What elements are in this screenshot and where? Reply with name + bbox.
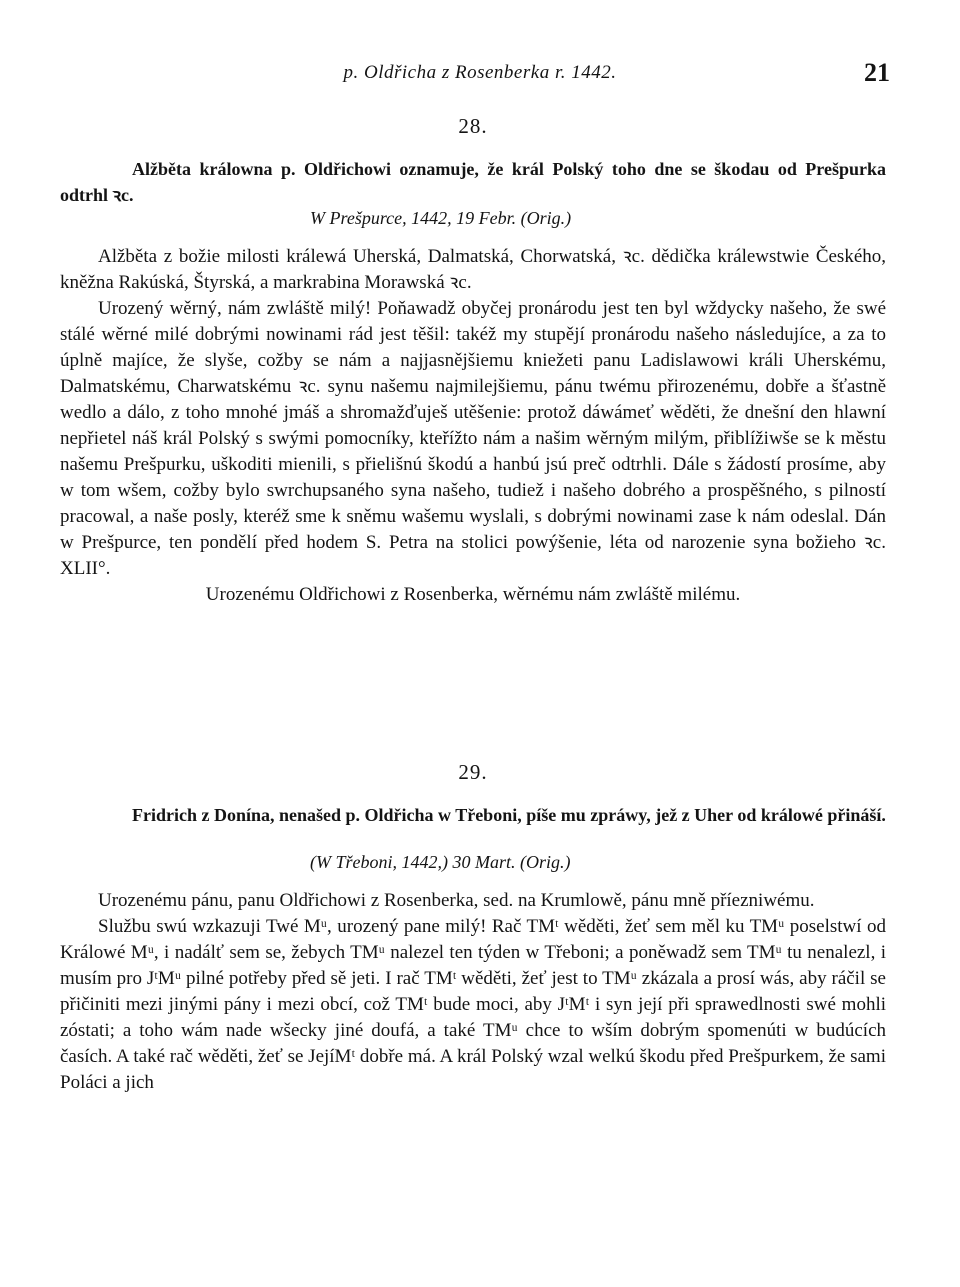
dateline-29: (W Třeboni, 1442,) 30 Mart. (Orig.) <box>310 852 571 872</box>
letter-address: Urozenému pánu, panu Oldřichowi z Rosenberka, sed. na Krumlowě, pánu mně příezniwému. <box>98 890 815 911</box>
letter-paragraph: Službu swú wzkazuji Twé Mᵘ, urozený pane milý! Rač TMᵗ wěděti, žeť sem měl ku TMᵘ poselstwí od Králowé Mᵘ, i nadálť sem se, žebych TMᵘ nalezel ten týden w Třeboni; a poněwadž sem TMᵘ tu nenalezl, i musím pro JᵗMᵘ pilné potřeby před sě jeti. I rač TMᵗ wěděti, žeť jest to TMᵘ zkázala a prosí wás, aby ráčil se přičiniti mezi jinými pány i mezi obcí, což TMᵗ bude moci, aby JᵗMᵗ i syn její při sprawedlnosti swé mohli zóstati; a toho wám nade wšecky jiné doufá, a také TMᵘ chce to wším dobrým spomenúti w budúcích časích. A také rač wěděti, žeť se JejíMᵗ dobře má. A král Polský wzal welkú škodu před Prešpurkem, že sami Poláci a jich <box>60 916 886 1093</box>
letter-address: Urozenému Oldřichowi z Rosenberka, wěrnému nám zwláště milému. <box>205 584 741 605</box>
summary-text: Fridrich z Donína, nenašed p. Oldřicha w Třeboni, píše mu zpráwy, jež z Uher od králowé přináší. <box>132 805 886 825</box>
summary-text: Alžběta králowna p. Oldřichowi oznamuje, že král Polský toho dne se škodau od Prešpurka odtrhl ꝛc. <box>60 159 886 205</box>
document-summary-29 <box>60 802 886 828</box>
letter-paragraph: Urozený wěrný, nám zwláště milý! Poňawadž obyčej pronárodu jest ten byl wždycky našeho, že swé stálé wěrné milé dobrými nowinami rád jest těšil: takéž my stupějí pronárodu našeho následujíce, a za to úplně majíce, že slyše, cožby se nám a najjasnějšiemu kniežeti panu Ladislawowi králi Uherskému, Dalmatskému, Charwatskému ꝛc. synu našemu najmilejšiemu, pánu twému přirozenému, dobře a šťastně wedlo a dálo, z toho mnohé jmáš a shromažďuješ utěšenie: protož dáwámeť wěděti, že dnešní den hlawní nepřietel náš král Polský s swými pomocníky, kteřížto nám a našim wěrným milým, přiblížiwše se k městu našemu Prešpurku, uškoditi mienili, s přielišnú škodú a hanbú jsú preč odtrhli. Dále s žádostí prosíme, aby w tom wšem, cožby bylo swrchupsaného syna našeho, tudiež i našeho dobrého a prospěšného, s pilností pracowal, a naše posly, kteréž sme k sněmu wašemu wyslali, s dobrými nowinami zase k nám odeslal. Dán w Prešpurce, ten pondělí před hodem S. Petra na stolici powýšenie, léta od narozenie syna božieho ꝛc. XLII°. <box>60 298 886 579</box>
letter-salutation: Alžběta z božie milosti králewá Uherská, Dalmatská, Chorwatská, ꝛc. dědička králewstwie Českého, kněžna Rakúská, Štyrská, a markrabina Morawská ꝛc. <box>60 246 886 293</box>
document-summary-28 <box>60 156 886 208</box>
document-number-28: 28. <box>458 114 488 138</box>
letter-body-28 <box>60 244 886 608</box>
page-number: 21 <box>864 58 890 87</box>
letter-body-29 <box>60 888 886 1096</box>
running-title: p. Oldřicha z Rosenberka r. 1442. <box>343 62 617 83</box>
dateline-28: W Prešpurce, 1442, 19 Febr. (Orig.) <box>310 208 572 228</box>
document-number-29: 29. <box>458 760 488 784</box>
